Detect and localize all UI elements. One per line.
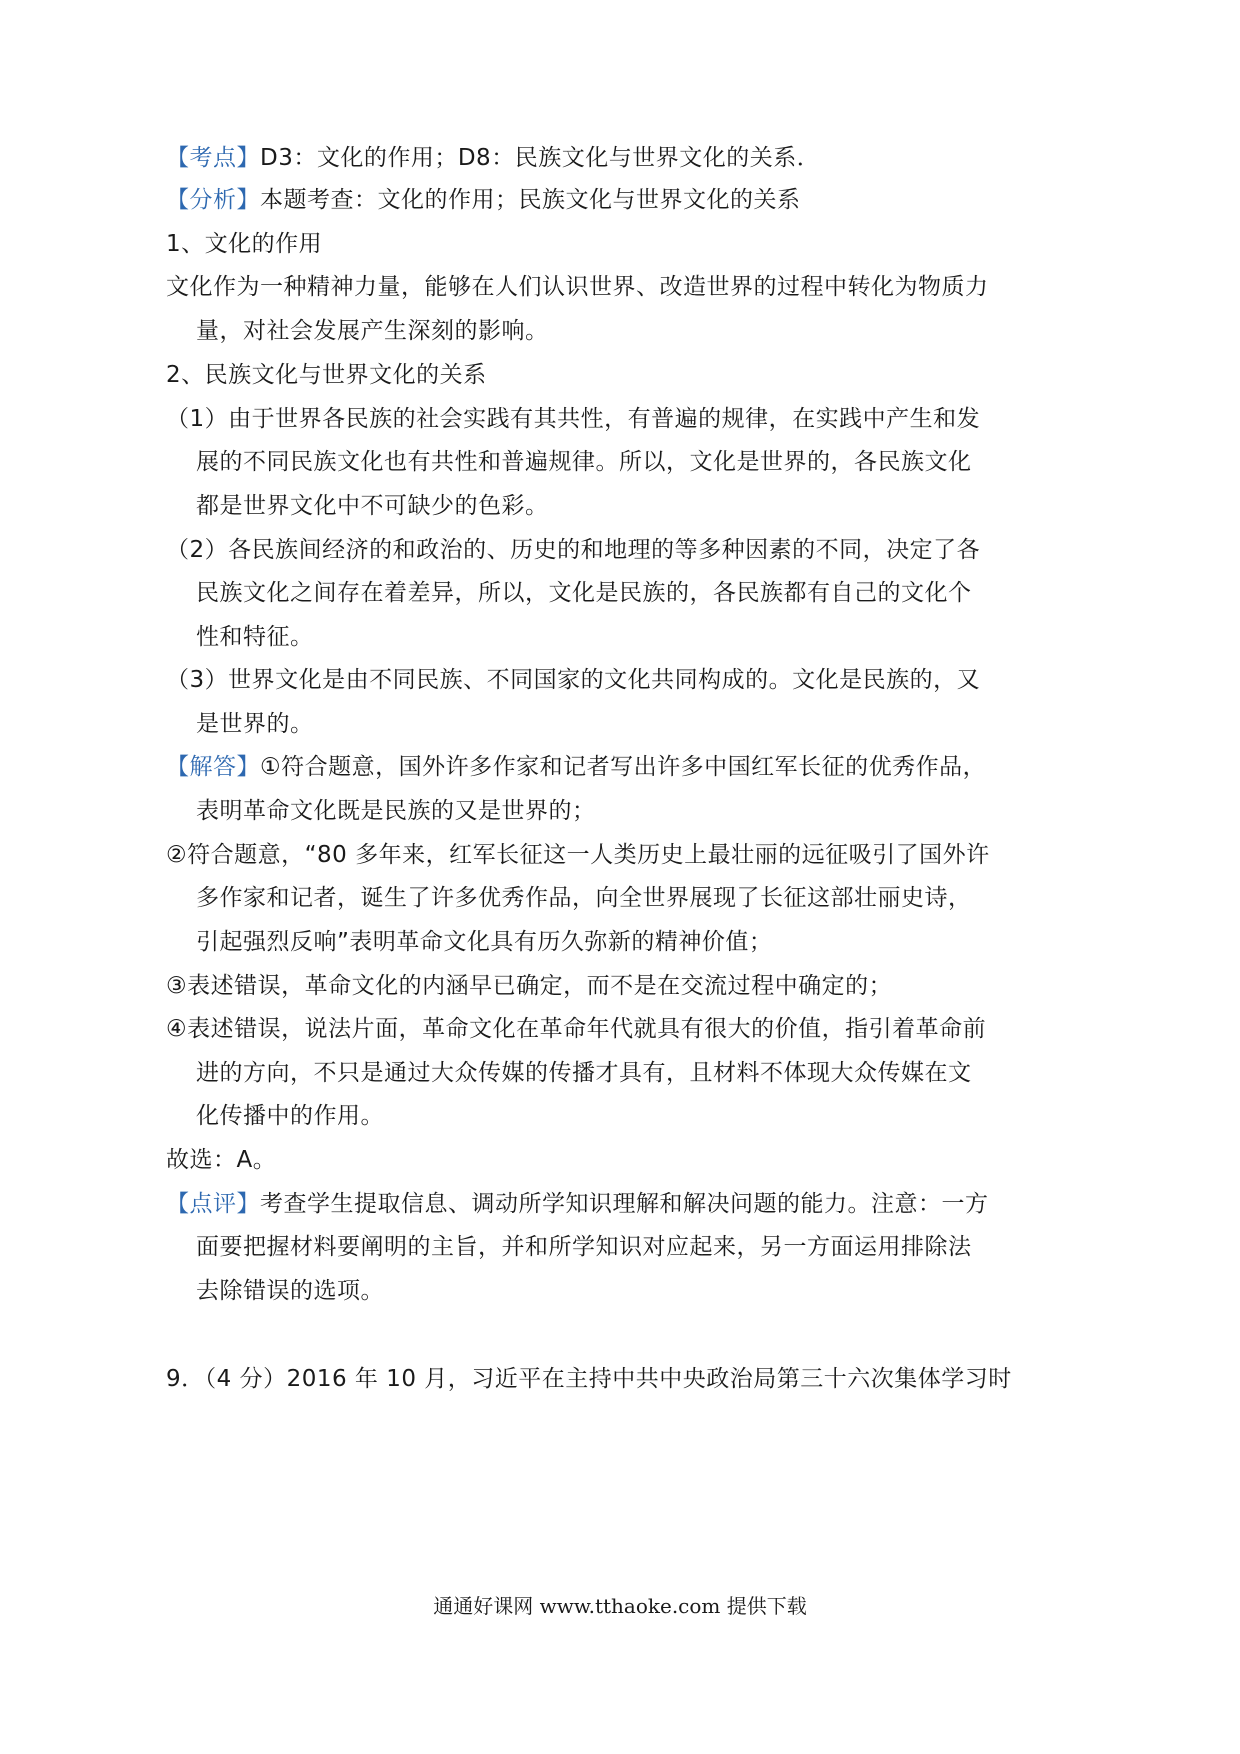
point1-title: 1、文化的作用 (166, 231, 323, 257)
dianping-text-line-3: 去除错误的选项。 (196, 1278, 384, 1304)
sub1-line-3: 都是世界文化中不可缺少的色彩。 (196, 493, 549, 519)
kaodian-text: D3：文化的作用；D8：民族文化与世界文化的关系． (260, 145, 821, 171)
jieda-item4-line-1: ④表述错误，说法片面，革命文化在革命年代就具有很大的价值，指引着革命前 (166, 1016, 987, 1042)
point2-title: 2、民族文化与世界文化的关系 (166, 362, 487, 388)
fenxi-text: 本题考查：文化的作用；民族文化与世界文化的关系 (260, 187, 801, 213)
jieda-item1-line-2: 表明革命文化既是民族的又是世界的； (196, 798, 596, 824)
fenxi-line (166, 185, 801, 215)
jieda-item2-line-1: ②符合题意，“80 多年来，红军长征这一人类历史上最壮丽的远征吸引了国外许 (166, 842, 990, 868)
jieda-item1-line-1: ①符合题意，国外许多作家和记者写出许多中国红军长征的优秀作品， (260, 754, 987, 780)
point1-body-line-1: 文化作为一种精神力量，能够在人们认识世界、改造世界的过程中转化为物质力 (166, 274, 989, 300)
sub3-line-1: （3）世界文化是由不同民族、不同国家的文化共同构成的。文化是民族的，又 (166, 667, 981, 693)
jieda-tag: 【解答】 (166, 754, 260, 780)
jieda-item4-line-3: 化传播中的作用。 (196, 1103, 384, 1129)
kaodian-tag: 【考点】 (166, 145, 260, 171)
jieda-item2-line-3: 引起强烈反响”表明革命文化具有历久弥新的精神价值； (196, 929, 773, 955)
jieda-item4-line-2: 进的方向，不只是通过大众传媒的传播才具有，且材料不体现大众传媒在文 (196, 1060, 972, 1086)
fenxi-tag: 【分析】 (166, 187, 260, 213)
question-9: 9．（4 分）2016 年 10 月，习近平在主持中共中央政治局第三十六次集体学习时 (166, 1366, 1012, 1392)
jieda-item3: ③表述错误，革命文化的内涵早已确定，而不是在交流过程中确定的； (166, 973, 893, 999)
sub1-line-1: （1）由于世界各民族的社会实践有其共性，有普遍的规律，在实践中产生和发 (166, 406, 981, 432)
jieda-item2-line-2: 多作家和记者，诞生了许多优秀作品，向全世界展现了长征这部壮丽史诗， (196, 885, 972, 911)
dianping-text-line-1: 考查学生提取信息、调动所学知识理解和解决问题的能力。注意：一方 (260, 1191, 989, 1217)
sub1-line-2: 展的不同民族文化也有共性和普遍规律。所以，文化是世界的，各民族文化 (196, 449, 972, 475)
sub2-line-1: （2）各民族间经济的和政治的、历史的和地理的等多种因素的不同，决定了各 (166, 537, 981, 563)
jieda-line (166, 752, 986, 782)
dianping-tag: 【点评】 (166, 1191, 260, 1217)
sub2-line-2: 民族文化之间存在着差异，所以，文化是民族的，各民族都有自己的文化个 (196, 580, 972, 606)
answer-line: 故选：A。 (166, 1147, 277, 1173)
sub2-line-3: 性和特征。 (196, 624, 314, 650)
dianping-text-line-2: 面要把握材料要阐明的主旨，并和所学知识对应起来，另一方面运用排除法 (196, 1234, 972, 1260)
sub3-line-2: 是世界的。 (196, 711, 314, 737)
kaodian-line (166, 143, 820, 173)
point1-body-line-2: 量，对社会发展产生深刻的影响。 (196, 318, 549, 344)
page-footer: 通通好课网 www.tthaoke.com 提供下载 (433, 1594, 807, 1618)
dianping-line (166, 1189, 989, 1219)
